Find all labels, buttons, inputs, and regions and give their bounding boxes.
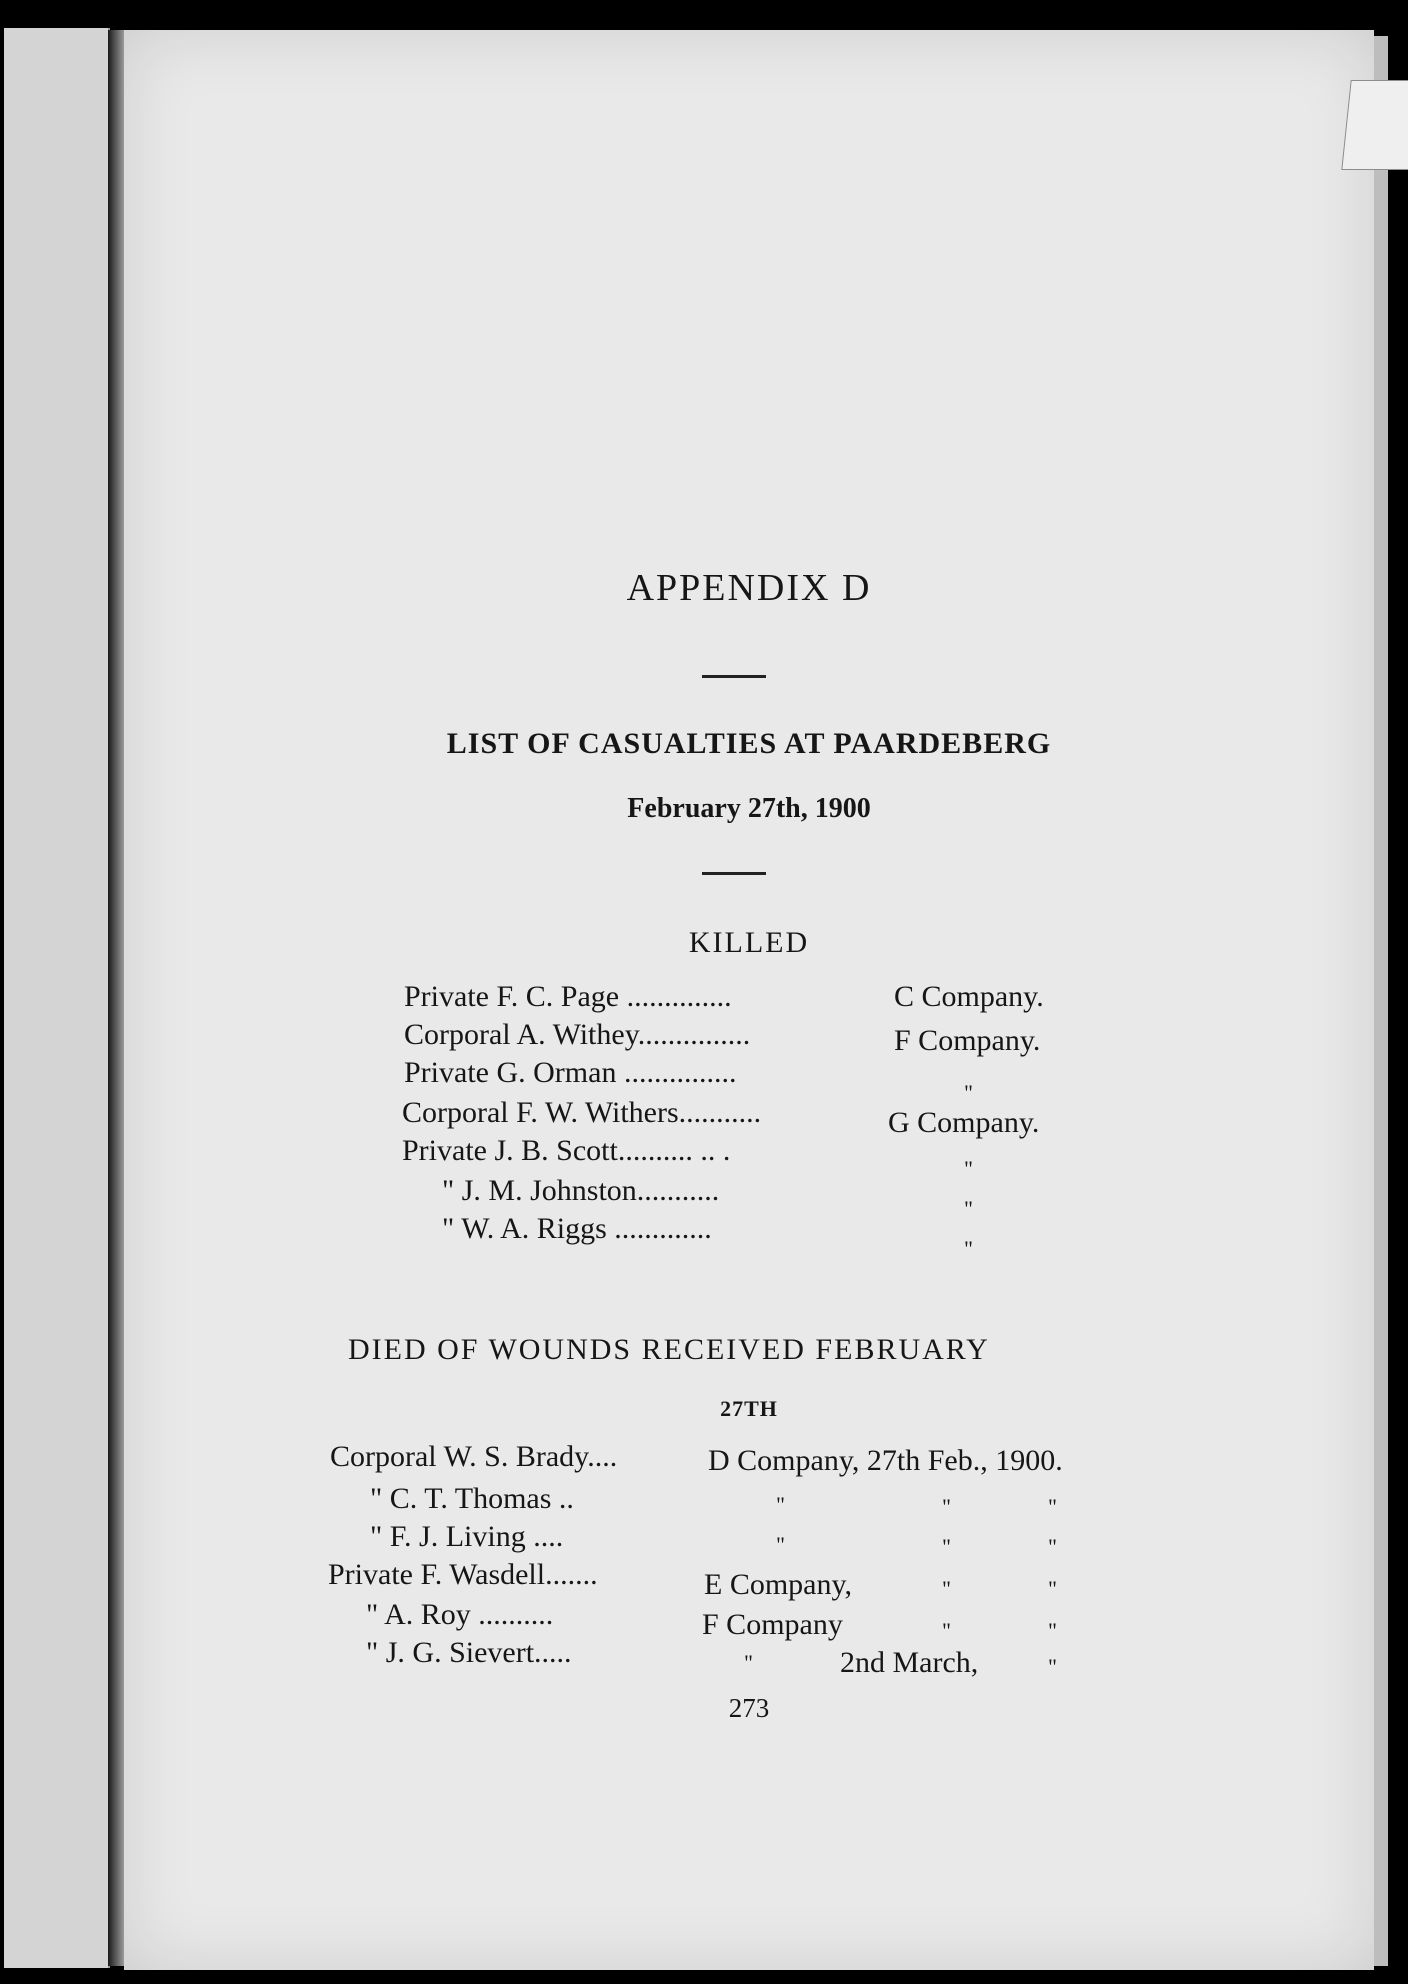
casualty-month: " — [1048, 1534, 1057, 1559]
casualty-company: D Company, 27th Feb., 1900. — [708, 1444, 1063, 1477]
casualty-company: " — [776, 1532, 785, 1557]
casualty-date: 2nd March, — [840, 1646, 979, 1679]
casualty-name: Private J. B. Scott.......... .. . — [402, 1134, 731, 1167]
casualty-name: Private G. Orman ............... — [404, 1056, 737, 1089]
page-edge — [1374, 36, 1388, 1966]
casualty-month: " — [1048, 1494, 1057, 1519]
casualty-company: E Company, — [704, 1568, 853, 1601]
appendix-title: APPENDIX D — [626, 567, 872, 609]
casualty-name: " W. A. Riggs ............. — [442, 1212, 712, 1245]
casualty-company: F Company — [702, 1608, 843, 1641]
casualty-name: " F. J. Living .... — [370, 1520, 564, 1553]
casualty-company: C Company. — [894, 980, 1044, 1013]
casualty-name: " J. G. Sievert..... — [366, 1636, 572, 1669]
casualty-company: " — [964, 1080, 973, 1105]
casualty-company: G Company. — [888, 1106, 1040, 1139]
divider-rule — [702, 872, 766, 875]
page-number: 273 — [728, 1693, 770, 1723]
killed-heading: KILLED — [688, 926, 810, 959]
book-spine — [108, 30, 124, 1966]
casualty-company: " — [964, 1196, 973, 1221]
casualty-company: " — [964, 1156, 973, 1181]
casualty-month: " — [1048, 1618, 1057, 1643]
casualty-date: " — [942, 1618, 951, 1643]
divider-rule — [702, 675, 766, 678]
casualty-company: " — [776, 1492, 785, 1517]
list-date: February 27th, 1900 — [627, 793, 871, 824]
casualty-company: " — [744, 1650, 753, 1675]
casualty-company: F Company. — [894, 1024, 1041, 1057]
casualty-name: " A. Roy .......... — [366, 1598, 554, 1631]
page-corner-tab — [1341, 80, 1408, 170]
casualty-date: " — [942, 1534, 951, 1559]
casualty-month: " — [1048, 1576, 1057, 1601]
book-page — [124, 30, 1374, 1970]
casualty-name: Corporal A. Withey............... — [404, 1018, 751, 1051]
list-title: LIST OF CASUALTIES AT PAARDEBERG — [446, 727, 1052, 760]
casualty-name: " C. T. Thomas .. — [370, 1482, 574, 1515]
casualty-date: " — [942, 1576, 951, 1601]
casualty-month: " — [1048, 1654, 1057, 1679]
casualty-name: Private F. C. Page .............. — [404, 980, 732, 1013]
casualty-company: " — [964, 1236, 973, 1261]
casualty-date: " — [942, 1494, 951, 1519]
casualty-name: Corporal F. W. Withers........... — [402, 1096, 762, 1129]
died-subheading: 27TH — [720, 1396, 778, 1421]
casualty-name: Private F. Wasdell....... — [328, 1558, 598, 1591]
facing-page-edge — [4, 28, 110, 1968]
casualty-name: Corporal W. S. Brady.... — [330, 1440, 618, 1473]
casualty-name: " J. M. Johnston........... — [442, 1174, 720, 1207]
died-heading: DIED OF WOUNDS RECEIVED FEBRUARY — [348, 1333, 990, 1366]
